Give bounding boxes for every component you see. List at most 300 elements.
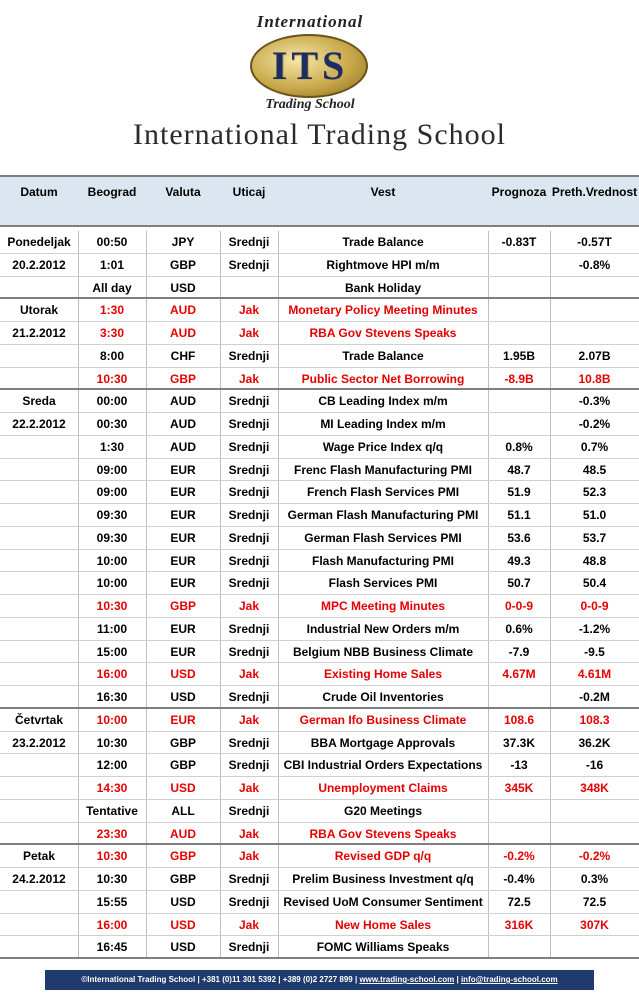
column-divider	[550, 663, 551, 685]
column-divider	[488, 231, 489, 253]
table-row	[0, 322, 639, 345]
news-cell: RBA Gov Stevens Speaks	[309, 326, 457, 340]
date-cell: 20.2.2012	[12, 257, 66, 272]
date-cell	[0, 777, 78, 799]
column-divider	[550, 254, 551, 276]
time-cell: 16:30	[96, 690, 128, 704]
column-divider	[146, 868, 147, 890]
table-row	[0, 504, 639, 527]
column-divider	[146, 390, 147, 412]
news-cell: Wage Price Index q/q	[322, 439, 444, 454]
column-divider	[488, 618, 489, 640]
footer-separator: |	[454, 975, 461, 984]
column-divider	[278, 368, 279, 389]
col-valuta: Valuta	[165, 185, 201, 199]
forecast-cell: -7.9	[508, 644, 530, 659]
forecast-cell: -0.2%	[503, 849, 535, 864]
previous-cell: 0-0-9	[580, 599, 609, 613]
date-cell: 23.2.2012	[12, 735, 66, 750]
impact-cell: Srednji	[228, 530, 270, 545]
column-divider	[488, 277, 489, 298]
website-link[interactable]: www.trading-school.com	[359, 975, 455, 984]
column-divider	[550, 277, 551, 298]
column-divider	[488, 936, 489, 957]
column-divider	[220, 504, 221, 526]
column-divider	[78, 322, 79, 344]
column-divider	[278, 800, 279, 822]
table-row	[0, 368, 639, 391]
column-divider	[146, 413, 147, 435]
date-cell	[0, 345, 78, 367]
forecast-cell: -8.9B	[504, 371, 534, 386]
footer	[45, 970, 594, 990]
news-cell: Flash Manufacturing PMI	[311, 553, 454, 568]
economic-calendar-table	[0, 175, 639, 959]
column-divider	[220, 595, 221, 617]
previous-cell: 50.4	[582, 576, 607, 591]
currency-cell: EUR	[170, 508, 196, 522]
table-row	[0, 527, 639, 550]
column-divider	[78, 254, 79, 276]
previous-cell: 52.3	[582, 485, 607, 500]
news-cell: G20 Meetings	[343, 803, 423, 818]
date-cell: Utorak	[19, 303, 58, 318]
logo-mid-text: ITS	[271, 43, 349, 88]
col-preth-vrednost: Preth.Vrednost	[551, 185, 638, 199]
news-cell: Rightmove HPI m/m	[326, 257, 440, 272]
news-cell: Existing Home Sales	[323, 667, 443, 682]
column-divider	[278, 390, 279, 412]
its-logo	[240, 12, 380, 117]
previous-cell: -9.5	[584, 644, 605, 659]
time-cell: 00:50	[96, 235, 128, 249]
news-cell: Industrial New Orders m/m	[306, 621, 460, 636]
currency-cell: USD	[170, 781, 196, 795]
column-divider	[220, 299, 221, 321]
column-divider	[146, 686, 147, 707]
impact-cell: Jak	[238, 371, 260, 386]
impact-cell: Jak	[238, 849, 260, 864]
column-divider	[220, 368, 221, 389]
column-divider	[146, 823, 147, 844]
column-divider	[146, 936, 147, 957]
currency-cell: GBP	[169, 371, 196, 386]
column-divider	[78, 390, 79, 412]
date-cell	[0, 914, 78, 936]
currency-cell: EUR	[170, 553, 196, 568]
column-divider	[488, 663, 489, 685]
currency-cell: GBP	[169, 758, 196, 773]
column-divider	[220, 527, 221, 549]
previous-cell: -0.3%	[578, 394, 611, 409]
column-divider	[78, 732, 79, 754]
news-cell: MI Leading Index m/m	[320, 417, 446, 431]
table-row	[0, 345, 639, 368]
date-cell	[0, 800, 78, 822]
column-divider	[550, 390, 551, 412]
table-row	[0, 732, 639, 755]
forecast-cell: 50.7	[507, 576, 531, 591]
impact-cell: Srednji	[228, 621, 270, 636]
column-divider	[146, 504, 147, 526]
table-row	[0, 686, 639, 709]
forecast-cell	[488, 277, 550, 299]
column-divider	[488, 550, 489, 572]
column-divider	[550, 436, 551, 458]
previous-cell: 0.7%	[580, 439, 609, 454]
forecast-cell	[488, 936, 550, 958]
impact-cell: Srednji	[228, 758, 270, 773]
column-divider	[220, 936, 221, 957]
forecast-cell	[488, 254, 550, 276]
impact-cell: Srednji	[228, 485, 270, 500]
currency-cell: EUR	[170, 644, 196, 659]
news-cell: Trade Balance	[342, 235, 424, 249]
column-divider	[488, 459, 489, 481]
column-divider	[146, 231, 147, 253]
previous-cell: 4.61M	[577, 667, 612, 682]
impact-cell: Srednji	[228, 394, 270, 409]
previous-cell	[550, 277, 639, 299]
previous-cell: -0.57T	[577, 235, 612, 249]
date-cell	[0, 527, 78, 549]
impact-cell: Srednji	[228, 735, 270, 750]
impact-cell: Srednji	[228, 894, 270, 909]
table-row	[0, 277, 639, 300]
previous-cell	[550, 299, 639, 321]
column-divider	[278, 845, 279, 867]
previous-cell: 2.07B	[578, 348, 611, 363]
currency-cell: USD	[170, 667, 196, 682]
table-row	[0, 641, 639, 664]
column-divider	[550, 527, 551, 549]
column-divider	[146, 618, 147, 640]
column-divider	[278, 936, 279, 957]
time-cell: 1:30	[99, 439, 125, 454]
date-cell	[0, 754, 78, 776]
forecast-cell: 0.8%	[505, 439, 533, 454]
forecast-cell	[488, 390, 550, 412]
previous-cell: -0.2M	[579, 690, 610, 704]
column-divider	[488, 800, 489, 822]
column-divider	[220, 777, 221, 799]
date-cell	[0, 595, 78, 617]
previous-cell: 307K	[580, 917, 609, 932]
column-divider	[78, 572, 79, 594]
column-divider	[146, 436, 147, 458]
date-cell	[0, 618, 78, 640]
impact-cell: Jak	[238, 712, 260, 727]
column-divider	[488, 754, 489, 776]
impact-cell: Srednji	[228, 439, 270, 454]
column-divider	[146, 663, 147, 685]
table-row	[0, 572, 639, 595]
time-cell: Tentative	[86, 803, 138, 818]
column-divider	[220, 572, 221, 594]
previous-cell: 36.2K	[578, 735, 611, 750]
date-cell	[0, 823, 78, 845]
column-divider	[146, 732, 147, 754]
time-cell: 10:30	[96, 872, 128, 886]
column-divider	[550, 777, 551, 799]
date-cell: Petak	[22, 849, 56, 864]
date-cell	[0, 891, 78, 913]
column-divider	[278, 595, 279, 617]
column-divider	[550, 550, 551, 572]
previous-cell	[550, 823, 639, 845]
column-divider	[78, 686, 79, 707]
column-divider	[78, 368, 79, 389]
forecast-cell	[488, 800, 550, 822]
column-divider	[78, 641, 79, 663]
news-cell: Revised UoM Consumer Sentiment	[283, 894, 483, 909]
impact-cell: Jak	[238, 326, 260, 340]
column-divider	[488, 322, 489, 344]
column-divider	[278, 345, 279, 367]
impact-cell: Srednji	[228, 872, 270, 886]
forecast-cell: 1.95B	[502, 348, 536, 363]
date-cell: Četvrtak	[14, 712, 64, 727]
previous-cell	[550, 322, 639, 344]
impact-cell: Jak	[238, 667, 260, 682]
table-row	[0, 254, 639, 277]
column-divider	[146, 481, 147, 503]
column-divider	[220, 254, 221, 276]
table-row	[0, 481, 639, 504]
column-divider	[488, 481, 489, 503]
column-divider	[278, 572, 279, 594]
column-divider	[488, 777, 489, 799]
impact-cell: Srednji	[228, 348, 270, 363]
column-divider	[550, 868, 551, 890]
column-divider	[488, 914, 489, 936]
column-divider	[146, 345, 147, 367]
column-divider	[146, 527, 147, 549]
currency-cell: USD	[170, 940, 196, 955]
date-cell	[0, 436, 78, 458]
column-divider	[146, 368, 147, 389]
forecast-cell: 316K	[504, 917, 534, 932]
time-cell: 3:30	[99, 326, 125, 340]
currency-cell: USD	[170, 917, 196, 932]
column-divider	[78, 777, 79, 799]
column-divider	[220, 641, 221, 663]
column-divider	[278, 823, 279, 844]
column-divider	[146, 845, 147, 867]
column-divider	[278, 777, 279, 799]
column-divider	[278, 914, 279, 936]
forecast-cell: 51.9	[507, 485, 531, 500]
previous-cell: 48.8	[582, 553, 607, 568]
column-divider	[550, 891, 551, 913]
column-divider	[488, 254, 489, 276]
date-cell	[0, 459, 78, 481]
news-cell: Prelim Business Investment q/q	[292, 872, 474, 886]
time-cell: 00:00	[96, 394, 128, 409]
time-cell: 1:01	[99, 257, 125, 272]
date-cell	[0, 641, 78, 663]
table-row	[0, 459, 639, 482]
column-divider	[278, 663, 279, 685]
currency-cell: GBP	[169, 257, 196, 272]
currency-cell: EUR	[170, 576, 196, 591]
table-row	[0, 800, 639, 823]
column-divider	[146, 800, 147, 822]
column-divider	[278, 459, 279, 481]
column-divider	[78, 299, 79, 321]
column-divider	[550, 709, 551, 731]
currency-cell: USD	[170, 280, 196, 295]
column-divider	[488, 641, 489, 663]
date-cell	[0, 572, 78, 594]
previous-cell: 72.5	[582, 894, 607, 909]
time-cell: 09:00	[96, 462, 128, 477]
date-cell	[0, 368, 78, 390]
column-divider	[278, 754, 279, 776]
column-divider	[550, 800, 551, 822]
previous-cell: 108.3	[579, 712, 610, 727]
forecast-cell: 72.5	[507, 894, 531, 909]
column-divider	[550, 595, 551, 617]
column-divider	[220, 709, 221, 731]
column-divider	[550, 572, 551, 594]
column-divider	[78, 709, 79, 731]
column-divider	[78, 504, 79, 526]
date-cell: Ponedeljak	[7, 235, 71, 249]
date-cell	[0, 504, 78, 526]
column-divider	[550, 231, 551, 253]
impact-cell: Srednji	[228, 690, 270, 704]
col-uticaj: Uticaj	[232, 185, 266, 199]
column-divider	[278, 413, 279, 435]
column-divider	[78, 436, 79, 458]
column-divider	[550, 481, 551, 503]
news-cell: German Flash Manufacturing PMI	[287, 508, 479, 522]
currency-cell: GBP	[169, 872, 196, 886]
email-link[interactable]: info@trading-school.com	[460, 975, 558, 984]
previous-cell	[550, 800, 639, 822]
forecast-cell	[488, 322, 550, 344]
column-divider	[550, 754, 551, 776]
date-cell	[0, 550, 78, 572]
column-divider	[488, 868, 489, 890]
column-divider	[220, 686, 221, 707]
news-cell: Frenc Flash Manufacturing PMI	[293, 462, 473, 477]
impact-cell: Srednji	[228, 462, 270, 477]
impact-cell: Jak	[238, 781, 260, 795]
impact-cell: Srednji	[228, 940, 270, 955]
column-divider	[488, 504, 489, 526]
time-cell: 09:00	[96, 485, 128, 500]
news-cell: CB Leading Index m/m	[318, 394, 448, 409]
currency-cell: JPY	[171, 235, 195, 249]
previous-cell: -0.2%	[578, 849, 611, 864]
previous-cell: 0.3%	[580, 872, 609, 886]
column-divider	[488, 299, 489, 321]
column-divider	[488, 368, 489, 389]
column-divider	[220, 459, 221, 481]
column-divider	[78, 845, 79, 867]
forecast-cell: -0.83T	[501, 235, 537, 249]
time-cell: 09:30	[96, 508, 128, 522]
currency-cell: AUD	[170, 326, 196, 340]
column-divider	[78, 413, 79, 435]
column-divider	[220, 322, 221, 344]
time-cell: 15:55	[96, 894, 128, 909]
column-divider	[78, 663, 79, 685]
column-divider	[78, 527, 79, 549]
header	[0, 0, 639, 175]
column-divider	[488, 572, 489, 594]
news-cell: Bank Holiday	[344, 280, 422, 295]
column-divider	[278, 641, 279, 663]
column-divider	[488, 595, 489, 617]
table-row	[0, 618, 639, 641]
column-divider	[146, 754, 147, 776]
forecast-cell: 53.6	[507, 530, 531, 545]
column-divider	[146, 891, 147, 913]
column-divider	[220, 914, 221, 936]
column-divider	[278, 550, 279, 572]
previous-cell: -16	[585, 758, 604, 773]
column-divider	[278, 254, 279, 276]
table-row	[0, 231, 639, 254]
column-divider	[488, 413, 489, 435]
column-divider	[78, 277, 79, 298]
footer-contacts: ©International Trading School | +381 (0)11 301 5392 | +389 (0)2 2727 899 |	[81, 975, 360, 984]
table-row	[0, 777, 639, 800]
column-divider	[220, 845, 221, 867]
column-divider	[220, 277, 221, 298]
column-divider	[146, 709, 147, 731]
forecast-cell: 345K	[504, 781, 534, 795]
column-divider	[78, 231, 79, 253]
column-divider	[488, 732, 489, 754]
column-divider	[488, 390, 489, 412]
time-cell: 09:30	[96, 530, 128, 545]
forecast-cell: -0.4%	[503, 872, 535, 886]
column-divider	[488, 823, 489, 844]
column-divider	[278, 709, 279, 731]
column-divider	[220, 618, 221, 640]
column-divider	[78, 754, 79, 776]
time-cell: 1:30	[99, 303, 125, 318]
currency-cell: EUR	[170, 462, 196, 477]
column-divider	[550, 936, 551, 957]
previous-cell: -1.2%	[578, 621, 611, 636]
column-divider	[488, 709, 489, 731]
col-beograd: Beograd	[87, 185, 137, 199]
news-cell: German Flash Services PMI	[304, 530, 462, 545]
date-cell: 24.2.2012	[12, 872, 66, 886]
time-cell: 00:30	[96, 417, 128, 431]
time-cell: 16:00	[96, 667, 128, 682]
news-cell: Belgium NBB Business Climate	[292, 644, 474, 659]
column-divider	[220, 345, 221, 367]
news-cell: MPC Meeting Minutes	[320, 599, 445, 613]
table-row	[0, 845, 639, 868]
currency-cell: AUD	[170, 394, 196, 409]
time-cell: 10:30	[96, 849, 128, 864]
column-divider	[488, 345, 489, 367]
news-cell: Flash Services PMI	[328, 576, 438, 591]
column-divider	[278, 504, 279, 526]
date-cell	[0, 663, 78, 685]
currency-cell: EUR	[170, 485, 196, 500]
date-cell	[0, 686, 78, 708]
column-divider	[78, 868, 79, 890]
impact-cell: Srednji	[228, 257, 270, 272]
